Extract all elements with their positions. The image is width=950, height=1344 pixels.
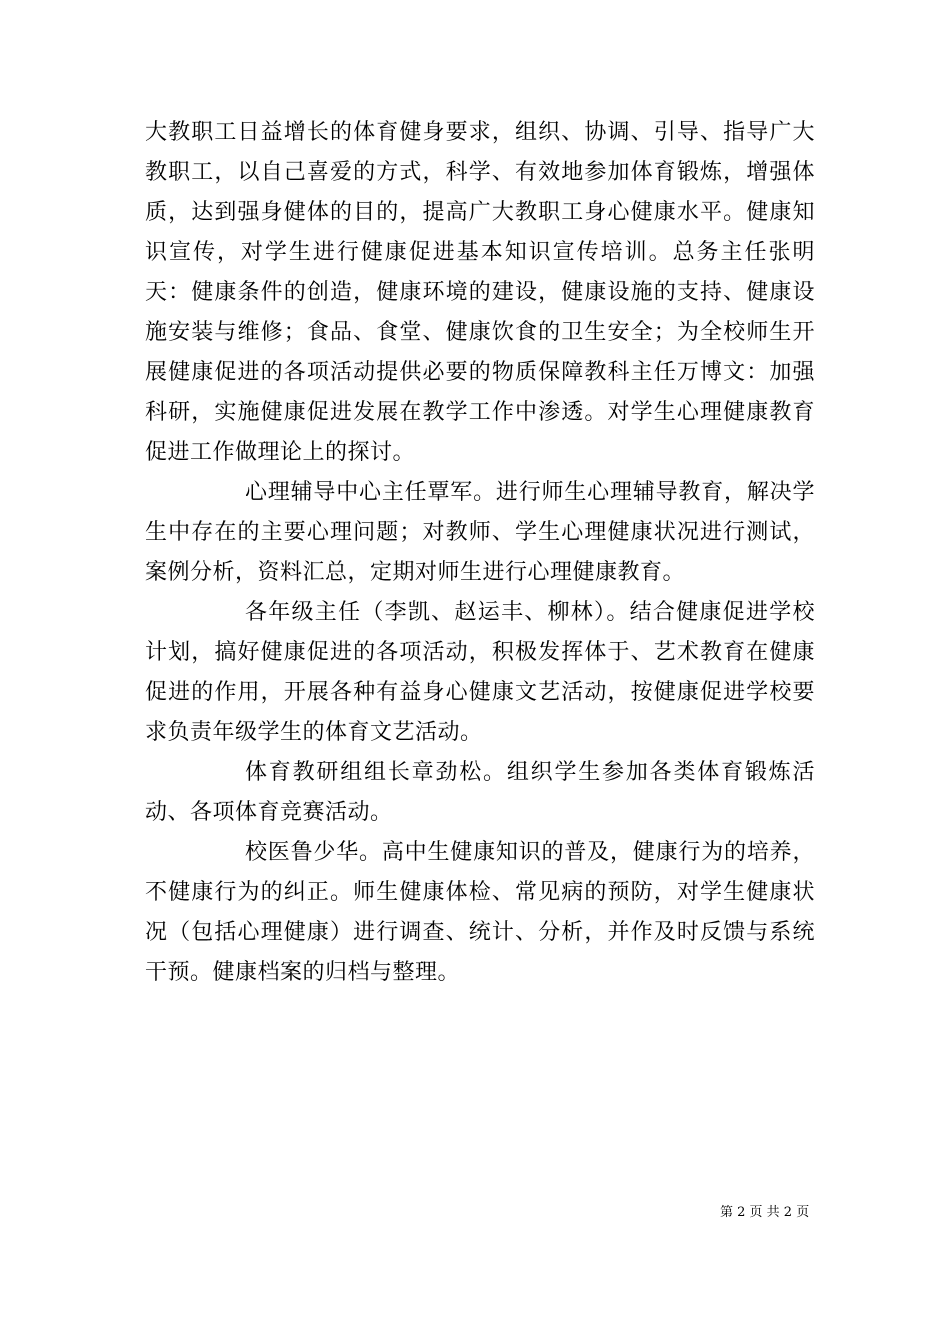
page-number-footer: 第 2 页 共 2 页 bbox=[720, 1205, 810, 1220]
paragraph-grade-directors: 各年级主任（李凯、赵运丰、柳林）。结合健康促进学校计划，搞好健康促进的各项活动，积极发挥体于、艺术教育在健康促进的作用，开展各种有益身心健康文艺活动，按健康促进学校要求负责年级学生的体育文艺活动。 bbox=[145, 600, 815, 745]
paragraph-staff-duties: 大教职工日益增长的体育健身要求，组织、协调、引导、指导广大教职工，以自己喜爱的方式，科学、有效地参加体育锻炼，增强体质，达到强身健体的目的，提高广大教职工身心健康水平。健康知识宣传，对学生进行健康促进基本知识宣传培训。总务主任张明天：健康条件的创造，健康环境的建设，健康设施的支持、健康设施安装与维修；食品、食堂、健康饮食的卫生安全；为全校师生开展健康促进的各项活动提供必要的物质保障教科主任万博文：加强科研，实施健康促进发展在教学工作中渗透。对学生心理健康教育促进工作做理论上的探讨。 bbox=[145, 120, 815, 465]
paragraph-school-doctor: 校医鲁少华。高中生健康知识的普及，健康行为的培养，不健康行为的纠正。师生健康体检、常见病的预防，对学生健康状况（包括心理健康）进行调查、统计、分析，并作及时反馈与系统干预。健康档案的归档与整理。 bbox=[145, 840, 815, 985]
paragraph-pe-group: 体育教研组组长章劲松。组织学生参加各类体育锻炼活动、各项体育竞赛活动。 bbox=[145, 760, 815, 825]
paragraph-counseling-center: 心理辅导中心主任覃军。进行师生心理辅导教育，解决学生中存在的主要心理问题；对教师、学生心理健康状况进行测试，案例分析，资料汇总，定期对师生进行心理健康教育。 bbox=[145, 480, 815, 585]
document-body bbox=[145, 113, 815, 993]
